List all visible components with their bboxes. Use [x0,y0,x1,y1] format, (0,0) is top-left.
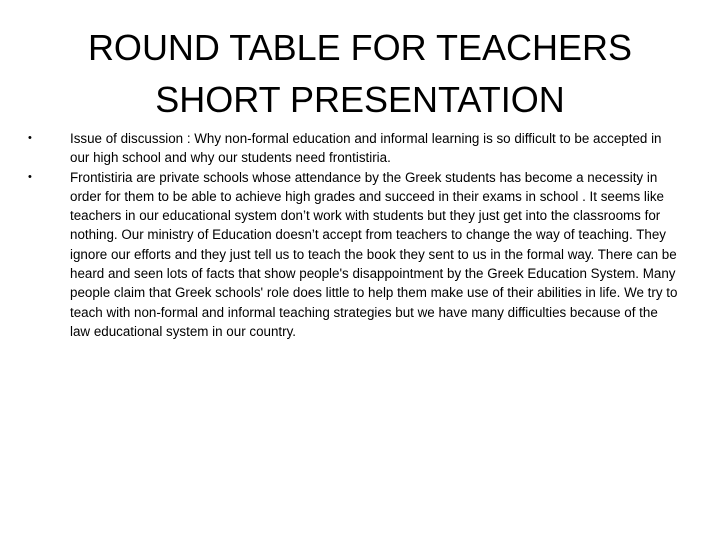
bullet-icon: • [28,170,32,183]
bullet-item-issue [28,129,678,168]
bullet-text-frontistiria: Frontistiria are private schools whose attendance by the Greek students has become a necessity in order for them to be able to achieve high grades and succeed in their exams in school . It seems like teachers in our educational system don’t work with students but they just get into the classrooms for nothing. Our ministry of Education doesn’t accept from teachers to change the way of teaching. They ignore our efforts and they just tell us to teach the book they sent to us in the formal way. There can be heard and seen lots of facts that show people's disappointment by the Greek Education System. Many people claim that Greek schools' role does little to help them make use of their abilities in life. We try to teach with non-formal and informal teaching strategies but we have many difficulties because of the law educational system in our country. [70,169,678,339]
title-line-2: SHORT PRESENTATION [155,79,565,120]
title-line-1: ROUND TABLE FOR TEACHERS [87,27,633,68]
bullet-text-issue: Issue of discussion : Why non-formal education and informal learning is so difficult to be accepted in our high school and why our students need frontistiria. [70,131,662,166]
slide-title [60,22,660,126]
bullet-list [28,129,678,341]
bullet-item-frontistiria [28,168,678,342]
bullet-icon: • [28,132,32,144]
